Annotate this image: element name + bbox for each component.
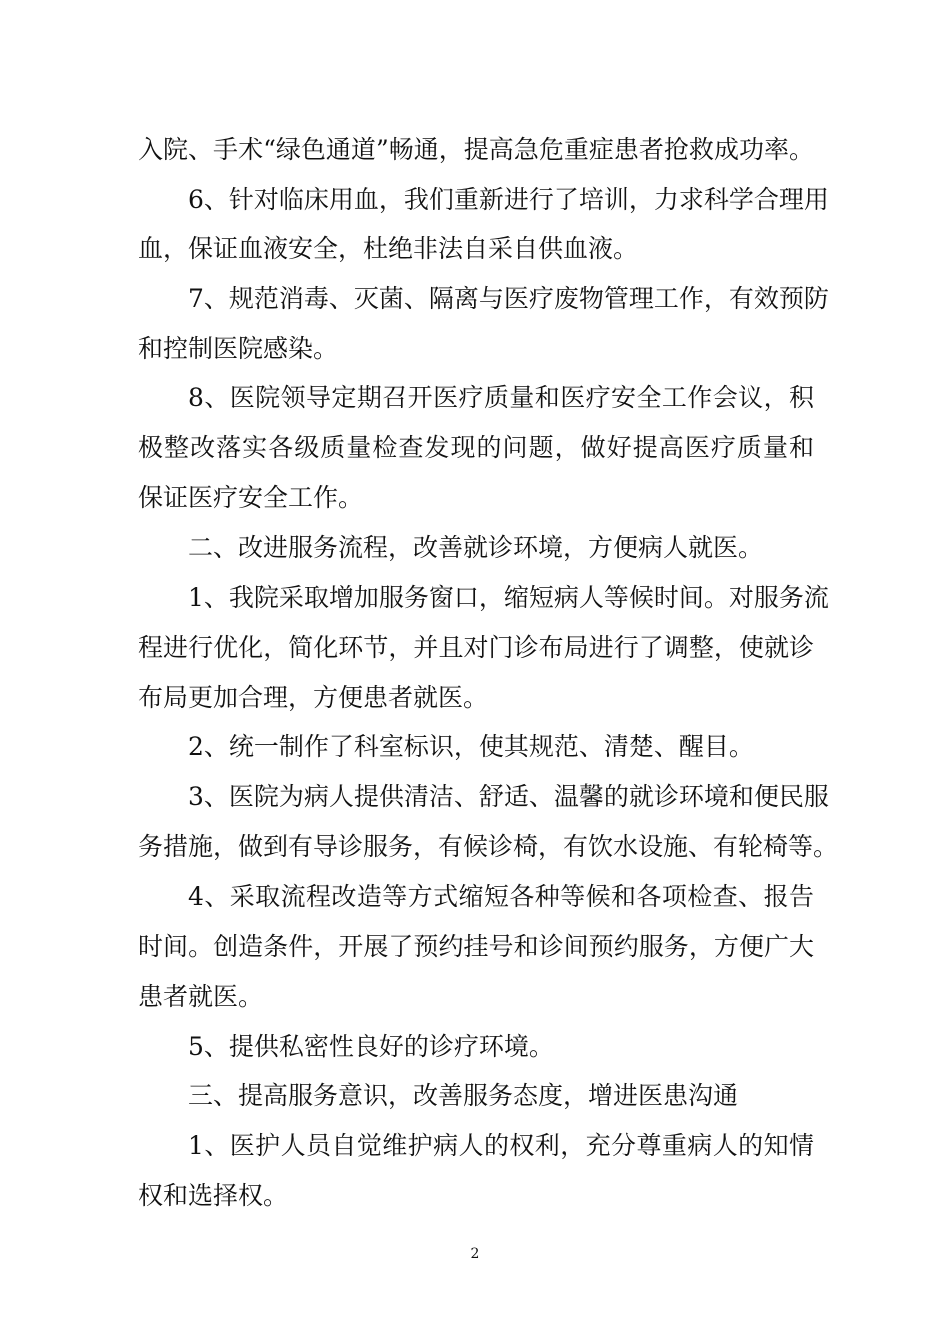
text-line-19: 5、提供私密性良好的诊疗环境。 (188, 1032, 554, 1061)
text-line-16: 4、采取流程改造等方式缩短各种等候和各项检查、报告 (188, 882, 814, 911)
text-line-18: 患者就医。 (138, 982, 264, 1011)
text-line-1: 入院、手术“绿色通道”畅通，提高急危重症患者抢救成功率。 (138, 135, 814, 164)
text-line-13: 2、统一制作了科室标识，使其规范、清楚、醒目。 (188, 732, 754, 761)
text-line-17: 时间。创造条件，开展了预约挂号和诊间预约服务，方便广大 (138, 932, 814, 961)
text-line-21: 1、医护人员自觉维护病人的权利，充分尊重病人的知情 (188, 1131, 814, 1160)
page-number: 2 (470, 1246, 480, 1262)
text-line-11: 程进行优化，简化环节，并且对门诊布局进行了调整，使就诊 (138, 633, 814, 662)
text-line-8: 保证医疗安全工作。 (138, 483, 364, 512)
text-line-6: 8、医院领导定期召开医疗质量和医疗安全工作会议，积 (188, 383, 814, 412)
text-line-12: 布局更加合理，方便患者就医。 (138, 683, 489, 712)
section-heading-3: 三、提高服务意识，改善服务态度，增进医患沟通 (188, 1081, 739, 1110)
text-line-15: 务措施，做到有导诊服务，有候诊椅，有饮水设施、有轮椅等。 (138, 832, 839, 861)
text-line-2: 6、针对临床用血，我们重新进行了培训，力求科学合理用 (188, 185, 829, 214)
text-line-14: 3、医院为病人提供清洁、舒适、温馨的就诊环境和便民服 (188, 782, 829, 811)
text-line-3: 血，保证血液安全，杜绝非法自采自供血液。 (138, 234, 639, 263)
text-line-22: 权和选择权。 (138, 1181, 289, 1210)
section-heading-2: 二、改进服务流程，改善就诊环境，方便病人就医。 (188, 533, 764, 562)
text-line-10: 1、我院采取增加服务窗口，缩短病人等候时间。对服务流 (188, 583, 829, 612)
text-line-4: 7、规范消毒、灭菌、隔离与医疗废物管理工作，有效预防 (188, 284, 829, 313)
text-line-5: 和控制医院感染。 (138, 334, 339, 363)
text-line-7: 极整改落实各级质量检查发现的问题，做好提高医疗质量和 (138, 433, 814, 462)
